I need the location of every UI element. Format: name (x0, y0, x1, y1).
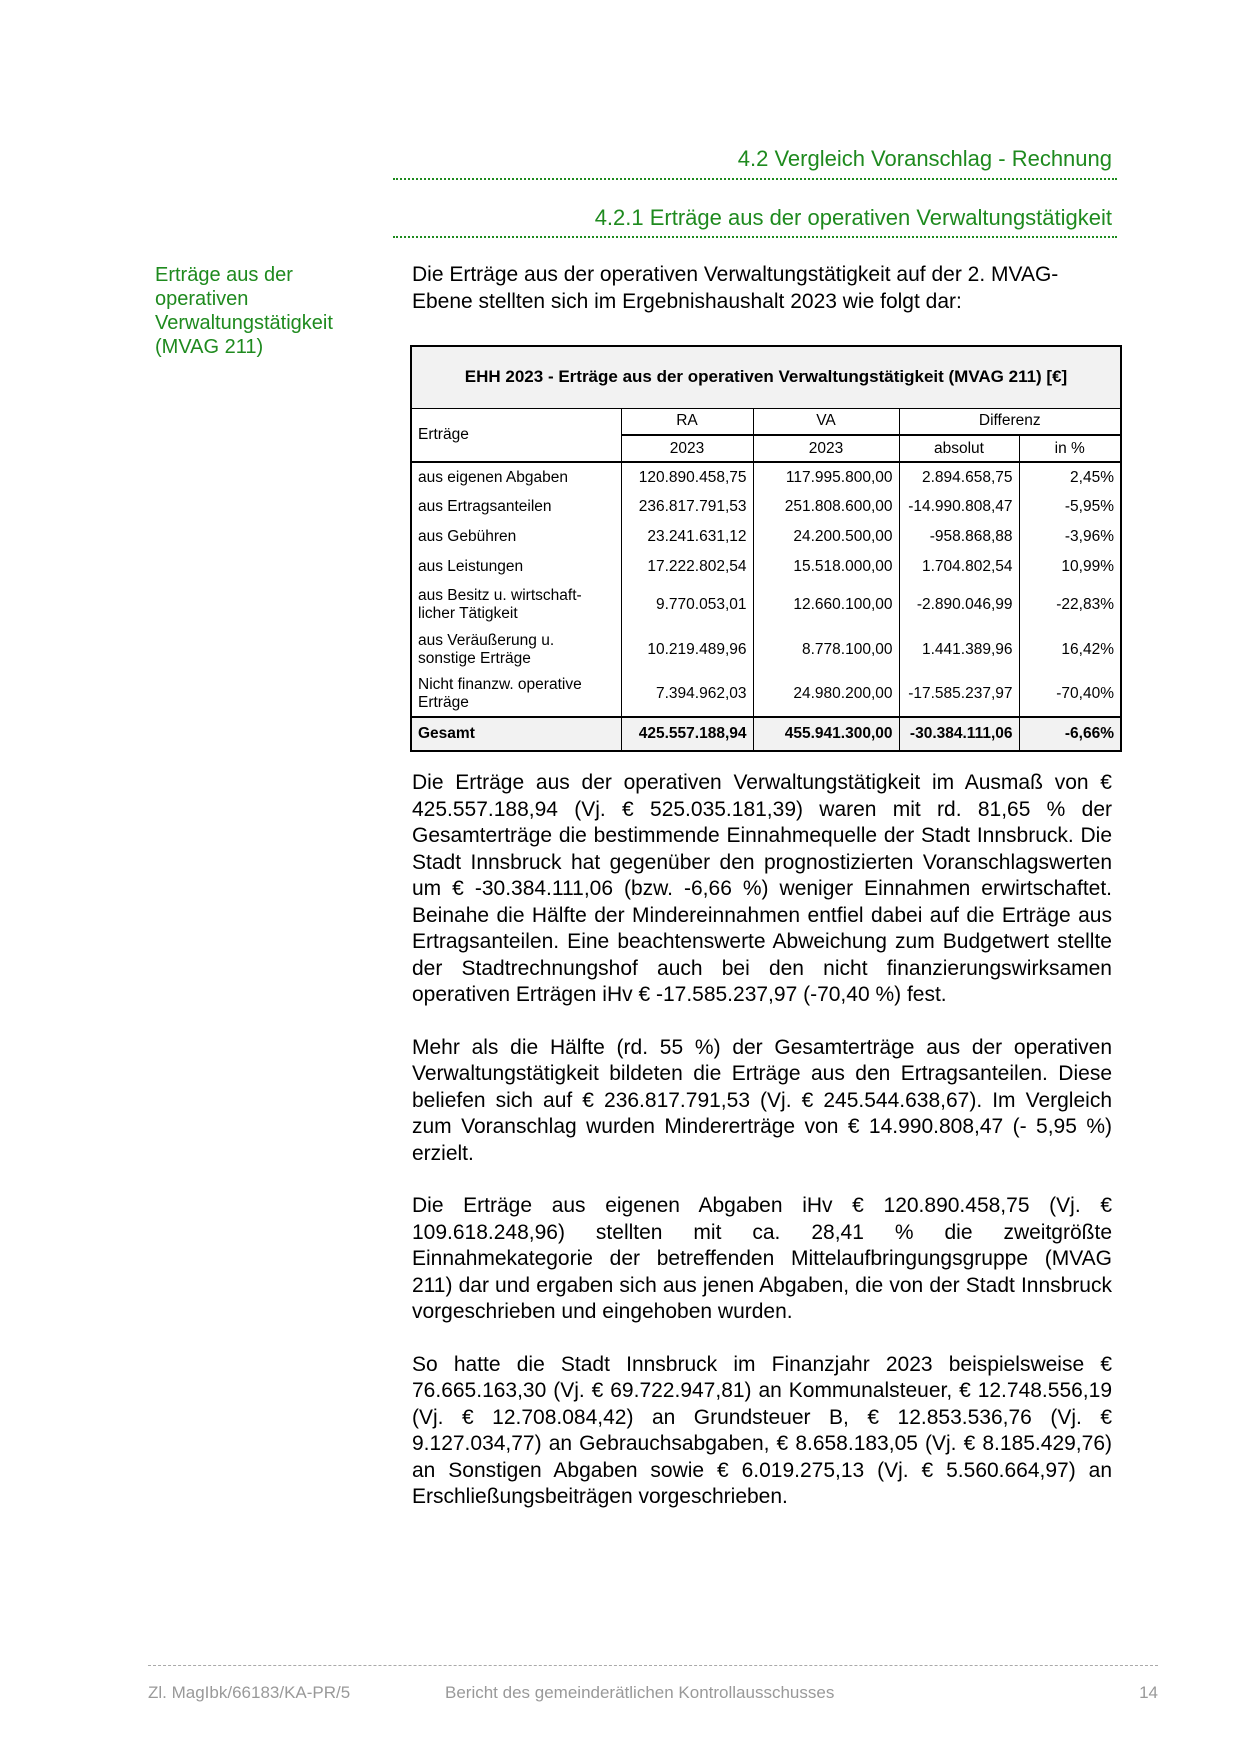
subsection-heading: 4.2.1 Erträge aus der operativen Verwaltungstätigkeit (594, 205, 1112, 230)
paragraph: Die Erträge aus eigenen Abgaben iHv € 120.890.458,75 (Vj. € 109.618.248,96) stellten mit ca. 28,41 % die zweitgrößte Einnahmekategorie der betreffenden Mittelaufbringungsgruppe (MVAG 211) dar und ergaben sich aus jenen Abgaben, die von der Stadt Innsbruck vorgeschrieben und eingehoben wurden. (412, 1194, 1112, 1323)
margin-note: Erträge aus der operativen Verwaltungstätigkeit (MVAG 211) (155, 264, 333, 358)
va-value: 24.200.500,00 (753, 522, 899, 552)
diff-absolute: -30.384.111,06 (899, 717, 1019, 751)
diff-absolute: -14.990.808,47 (899, 492, 1019, 522)
diff-percent: 2,45% (1019, 462, 1121, 492)
diff-percent: -70,40% (1019, 672, 1121, 717)
footer-title: Bericht des gemeinderätlichen Kontrollausschusses (445, 1683, 835, 1702)
col-ra-year: 2023 (621, 435, 753, 462)
va-value: 12.660.100,00 (753, 582, 899, 627)
diff-percent: -5,95% (1019, 492, 1121, 522)
va-value: 251.808.600,00 (753, 492, 899, 522)
va-value: 24.980.200,00 (753, 672, 899, 717)
diff-percent: 10,99% (1019, 552, 1121, 582)
col-pct: in % (1019, 435, 1121, 462)
diff-absolute: -17.585.237,97 (899, 672, 1019, 717)
diff-absolute: 1.441.389,96 (899, 627, 1019, 672)
body-text (412, 770, 1112, 1537)
row-label: Nicht finanzw. operative Erträge (411, 672, 621, 717)
footer-reference: Zl. MagIbk/66183/KA-PR/5 (148, 1683, 351, 1702)
ra-value: 17.222.802,54 (621, 552, 753, 582)
va-value: 8.778.100,00 (753, 627, 899, 672)
ra-value: 10.219.489,96 (621, 627, 753, 672)
va-value: 117.995.800,00 (753, 462, 899, 492)
row-label: aus Leistungen (411, 552, 621, 582)
table-title: EHH 2023 - Erträge aus der operativen Verwaltungstätigkeit (MVAG 211) [€] (411, 346, 1121, 408)
row-label: aus Gebühren (411, 522, 621, 552)
ra-value: 236.817.791,53 (621, 492, 753, 522)
table-row (411, 672, 1121, 717)
paragraph: Mehr als die Hälfte (rd. 55 %) der Gesamterträge aus der operativen Verwaltungstätigkeit bildeten die Erträge aus den Ertragsanteilen. Diese beliefen sich auf € 236.817.791,53 (Vj. € 245.544.638,67). Im Vergleich zum Voranschlag wurden Mindererträge von € 14.990.808,47 (- 5,95 %) erzielt. (412, 1035, 1112, 1165)
table-row (411, 522, 1121, 552)
section-heading: 4.2 Vergleich Voranschlag - Rechnung (737, 146, 1112, 171)
ra-value: 9.770.053,01 (621, 582, 753, 627)
row-label: aus eigenen Abgaben (411, 462, 621, 492)
row-label: aus Besitz u. wirtschaft-licher Tätigkeit (411, 582, 621, 627)
table-row (411, 627, 1121, 672)
diff-percent: -22,83% (1019, 582, 1121, 627)
heading-divider (393, 178, 1117, 180)
paragraph: So hatte die Stadt Innsbruck im Finanzjahr 2023 beispielsweise € 76.665.163,30 (Vj. € 69.722.947,81) an Kommunalsteuer, € 12.748.556,19 (Vj. € 12.708.084,42) an Grundsteuer B, € 12.853.536,76 (Vj. € 9.127.034,77) an Gebrauchsabgaben, € 8.658.183,05 (Vj. € 8.185.429,76) an Sonstigen Abgaben sowie € 6.019.275,13 (Vj. € 5.560.664,97) an Erschließungsbeiträgen vorgeschrieben. (412, 1352, 1112, 1508)
col-differenz: Differenz (899, 408, 1121, 435)
ra-value: 7.394.962,03 (621, 672, 753, 717)
footer-divider (148, 1665, 1158, 1666)
col-ertraege: Erträge (411, 408, 621, 462)
table-row (411, 552, 1121, 582)
table-row (411, 582, 1121, 627)
diff-absolute: -2.890.046,99 (899, 582, 1019, 627)
page-number: 14 (1139, 1683, 1158, 1702)
diff-percent: -3,96% (1019, 522, 1121, 552)
diff-absolute: 1.704.802,54 (899, 552, 1019, 582)
row-label: aus Ertragsanteilen (411, 492, 621, 522)
table-total-row (411, 717, 1121, 751)
ra-value: 120.890.458,75 (621, 462, 753, 492)
va-value: 15.518.000,00 (753, 552, 899, 582)
col-absolut: absolut (899, 435, 1019, 462)
ra-value: 425.557.188,94 (621, 717, 753, 751)
table-row (411, 492, 1121, 522)
intro-text: Die Erträge aus der operativen Verwaltungstätigkeit auf der 2. MVAG-Ebene stellten sich im Ergebnishaushalt 2023 wie folgt dar: (412, 263, 1059, 313)
row-label: aus Veräußerung u. sonstige Erträge (411, 627, 621, 672)
paragraph: Die Erträge aus der operativen Verwaltungstätigkeit im Ausmaß von € 425.557.188,94 (Vj. € 525.035.181,39) waren mit rd. 81,65 % der Gesamterträge die bestimmende Einnahmequelle der Stadt Innsbruck. Die Stadt Innsbruck hat gegenüber den prognostizierten Voranschlagswerten um € -30.384.111,06 (bzw. -6,66 %) weniger Einnahmen erwirtschaftet. Beinahe die Hälfte der Mindereinnahmen entfiel dabei auf die Erträge aus Ertragsanteilen. Eine beachtenswerte Abweichung zum Budgetwert stellte der Stadtrechnungshof auch bei den nicht finanzierungswirksamen operativen Erträgen iHv € -17.585.237,97 (-70,40 %) fest. (412, 771, 1112, 1006)
col-va-year: 2023 (753, 435, 899, 462)
subheading-divider (393, 236, 1117, 238)
diff-percent: -6,66% (1019, 717, 1121, 751)
diff-absolute: -958.868,88 (899, 522, 1019, 552)
diff-absolute: 2.894.658,75 (899, 462, 1019, 492)
diff-percent: 16,42% (1019, 627, 1121, 672)
col-va: VA (753, 408, 899, 435)
revenue-table (410, 345, 1122, 752)
va-value: 455.941.300,00 (753, 717, 899, 751)
ra-value: 23.241.631,12 (621, 522, 753, 552)
row-label: Gesamt (411, 717, 621, 751)
col-ra: RA (621, 408, 753, 435)
table-row (411, 462, 1121, 492)
